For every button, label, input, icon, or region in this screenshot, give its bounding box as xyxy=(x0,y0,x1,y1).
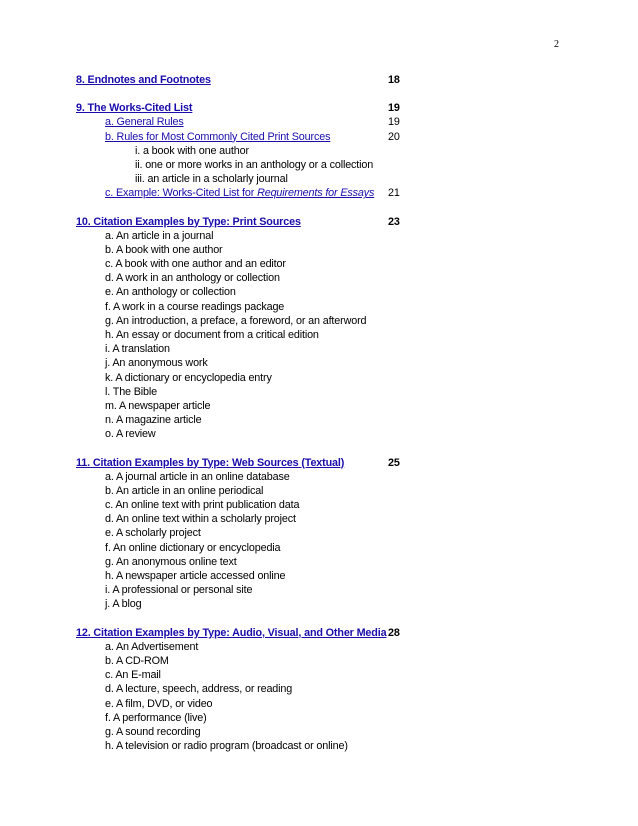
toc-item: a. A journal article in an online database xyxy=(105,470,290,483)
toc-item: n. A magazine article xyxy=(105,414,202,427)
toc-subsection-title-italic: Requirements for Essays xyxy=(257,187,375,200)
toc-item: d. An online text within a scholarly project xyxy=(105,513,296,526)
toc-heading-link[interactable]: 8. Endnotes and Footnotes xyxy=(76,74,211,86)
toc-section-11 xyxy=(76,456,416,612)
toc-item: f. A performance (live) xyxy=(105,711,207,724)
toc-item: i. A professional or personal site xyxy=(105,584,253,597)
toc-section-9 xyxy=(76,101,416,200)
toc-subsection-link[interactable]: a. General Rules xyxy=(105,116,184,129)
toc-page-number: 19 xyxy=(388,102,400,115)
toc-item: c. An online text with print publication data xyxy=(105,499,300,512)
toc-item: e. An anthology or collection xyxy=(105,286,236,299)
toc-item: h. A television or radio program (broadcast or online) xyxy=(105,740,348,753)
toc-subsection-row xyxy=(76,115,416,129)
toc-item: j. An anonymous work xyxy=(105,357,208,370)
toc-item: g. An anonymous online text xyxy=(105,555,237,568)
toc-item: b. A book with one author xyxy=(105,243,223,256)
toc-item: g. A sound recording xyxy=(105,725,201,738)
toc-item: g. An introduction, a preface, a foreword, or an afterword xyxy=(105,314,367,327)
toc-page-number: 25 xyxy=(388,456,400,469)
toc-item: c. An E-mail xyxy=(105,669,161,682)
toc-subsection-link[interactable] xyxy=(105,187,374,199)
toc-heading-link[interactable]: 11. Citation Examples by Type: Web Sources (Textual) xyxy=(76,456,345,469)
toc-item: m. A newspaper article xyxy=(105,399,211,412)
toc-heading-row xyxy=(76,626,416,640)
toc-heading-link[interactable]: 9. The Works-Cited List xyxy=(76,102,193,115)
toc-item: h. A newspaper article accessed online xyxy=(105,570,286,582)
toc-item: o. A review xyxy=(105,428,156,441)
toc-item: d. A work in an anthology or collection xyxy=(105,272,280,285)
toc-item-list xyxy=(76,470,416,612)
toc-subsection-link[interactable]: b. Rules for Most Commonly Cited Print Sources xyxy=(105,130,331,143)
toc-heading-row xyxy=(76,215,416,229)
toc-page-number: 21 xyxy=(388,187,400,200)
toc-heading-link[interactable]: 10. Citation Examples by Type: Print Sources xyxy=(76,215,301,228)
toc-section-12 xyxy=(76,626,416,754)
toc-roman-item: i. a book with one author xyxy=(135,144,249,157)
toc-item: k. A dictionary or encyclopedia entry xyxy=(105,371,272,384)
toc-item: l. The Bible xyxy=(105,385,158,398)
toc-item: f. A work in a course readings package xyxy=(105,300,285,313)
toc-item: a. An Advertisement xyxy=(105,640,199,653)
toc-subsection-label: c. Example: Works-Cited List for xyxy=(105,187,258,200)
toc-heading-link[interactable]: 12. Citation Examples by Type: Audio, Visual, and Other Media xyxy=(76,626,387,639)
toc-item: j. A blog xyxy=(105,598,142,611)
toc-roman-item: iii. an article in a scholarly journal xyxy=(135,173,288,186)
toc-subsection-row xyxy=(76,186,416,200)
table-of-contents xyxy=(76,73,416,767)
toc-page-number: 23 xyxy=(388,215,400,228)
page-number: 2 xyxy=(554,39,559,50)
toc-subsection-row xyxy=(76,130,416,144)
toc-page-number: 18 xyxy=(388,74,400,86)
toc-heading-row xyxy=(76,456,416,470)
toc-item: c. A book with one author and an editor xyxy=(105,258,286,271)
toc-heading-row xyxy=(76,101,416,115)
toc-item-list xyxy=(76,640,416,754)
toc-item: a. An article in a journal xyxy=(105,229,214,242)
toc-item: f. An online dictionary or encyclopedia xyxy=(105,541,281,554)
toc-item: e. A scholarly project xyxy=(105,527,201,540)
toc-item: b. A CD-ROM xyxy=(105,654,169,667)
toc-item-list xyxy=(76,229,416,442)
toc-item: e. A film, DVD, or video xyxy=(105,697,213,710)
toc-item: h. An essay or document from a critical edition xyxy=(105,329,319,341)
toc-section-10 xyxy=(76,215,416,442)
toc-section-8 xyxy=(76,73,416,87)
toc-page-number: 20 xyxy=(388,130,400,143)
toc-item: i. A translation xyxy=(105,343,170,356)
toc-page-number: 19 xyxy=(388,116,400,129)
toc-item: b. An article in an online periodical xyxy=(105,484,264,497)
toc-item: d. A lecture, speech, address, or reading xyxy=(105,683,293,696)
toc-roman-item: ii. one or more works in an anthology or a collection xyxy=(135,158,374,171)
toc-page-number: 28 xyxy=(388,626,400,639)
toc-heading-row xyxy=(76,73,416,87)
